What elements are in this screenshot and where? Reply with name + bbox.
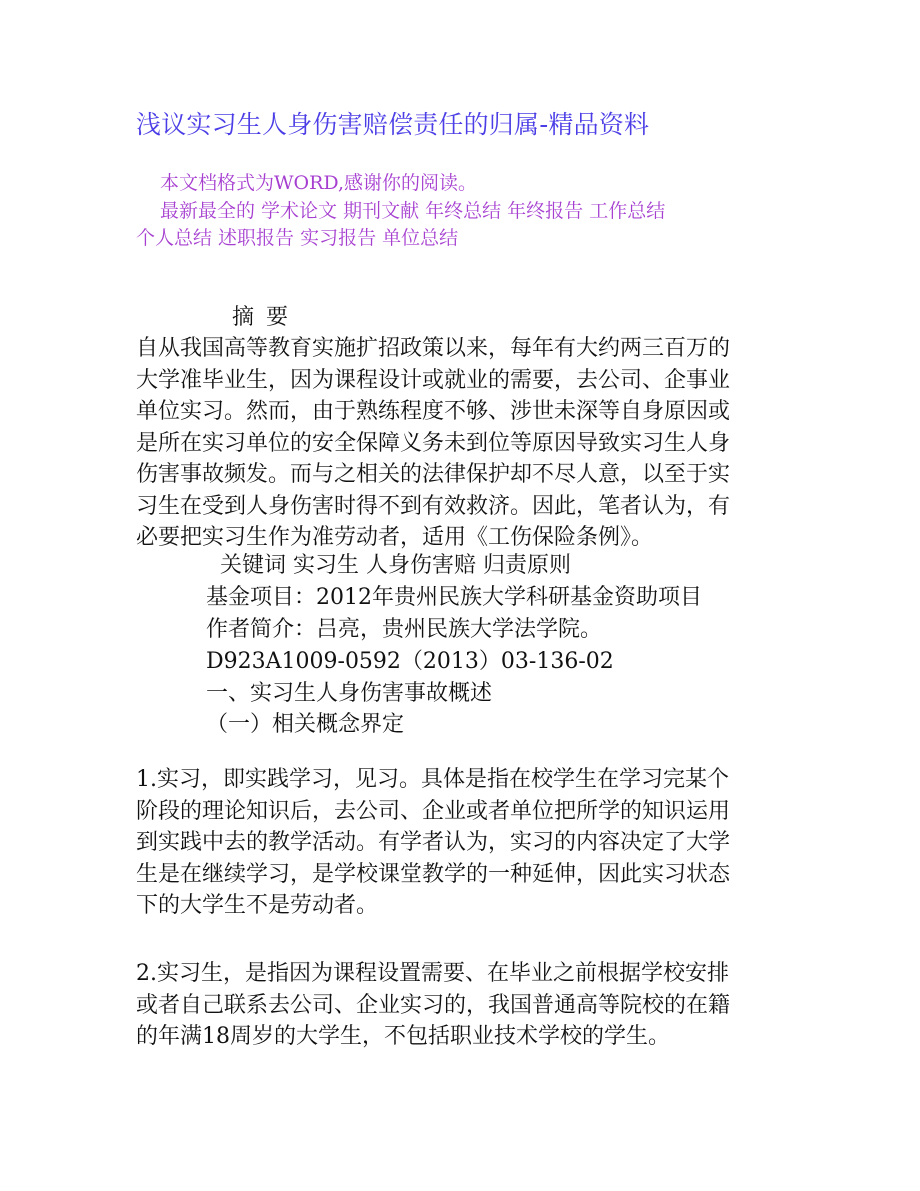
abstract-line: 必要把实习生作为准劳动者，适用《工伤保险条例》。 — [136, 525, 654, 550]
abstract-line: 是所在实习单位的安全保障义务未到位等原因导致实习生人身 — [136, 430, 731, 456]
abstract-heading: 摘要 — [232, 305, 301, 330]
document-title: 浅议实习生人身伤害赔偿责任的归属-精品资料 — [136, 110, 650, 139]
fund-line: 基金项目：2012年贵州民族大学科研基金资助项目 — [206, 585, 702, 610]
abstract-line: 自从我国高等教育实施扩招政策以来，每年有大约两三百万的 — [136, 336, 731, 361]
classification-code: D923A1009-0592（2013）03-136-02 — [206, 649, 614, 674]
paragraph-line: 或者自己联系去公司、企业实习的，我国普通高等院校的在籍 — [136, 992, 731, 1018]
section-heading: 一、实习生人身伤害事故概述 — [206, 681, 493, 706]
abstract-line: 单位实习。然而，由于熟练程度不够、涉世未深等自身原因或 — [136, 399, 731, 424]
abstract-line: 大学准毕业生，因为课程设计或就业的需要，去公司、企事业 — [136, 367, 731, 393]
author-line: 作者简介：吕亮，贵州民族大学法学院。 — [206, 617, 603, 642]
promo-line-1: 本文档格式为WORD,感谢你的阅读。 — [160, 172, 478, 194]
subsection-heading: （一）相关概念界定 — [206, 712, 405, 737]
paragraph-line: 1.实习，即实践学习，见习。具体是指在校学生在学习完某个 — [136, 767, 729, 792]
promo-line-3: 个人总结 述职报告 实习报告 单位总结 — [136, 227, 459, 249]
promo-line-2: 最新最全的 学术论文 期刊文献 年终总结 年终报告 工作总结 — [160, 200, 666, 222]
abstract-line: 习生在受到人身伤害时得不到有效救济。因此，笔者认为，有 — [136, 493, 731, 519]
paragraph-line: 到实践中去的教学活动。有学者认为，实习的内容决定了大学 — [136, 830, 731, 855]
abstract-paragraph — [136, 333, 730, 554]
paragraph-line: 的年满18周岁的大学生，不包括职业技术学校的学生。 — [136, 1024, 670, 1049]
paragraph-line: 下的大学生不是劳动者。 — [136, 893, 379, 918]
abstract-line: 伤害事故频发。而与之相关的法律保护却不尽人意，以至于实 — [136, 462, 731, 487]
paragraph-line: 2.实习生，是指因为课程设置需要、在毕业之前根据学校安排 — [136, 961, 729, 986]
paragraph-line: 生是在继续学习，是学校课堂教学的一种延伸，因此实习状态 — [136, 861, 731, 887]
paragraph-1 — [136, 764, 730, 922]
paragraph-line: 阶段的理论知识后，去公司、企业或者单位把所学的知识运用 — [136, 798, 731, 824]
keywords-line: 关键词 实习生 人身伤害赔 归责原则 — [220, 553, 571, 578]
paragraph-2 — [136, 958, 730, 1053]
